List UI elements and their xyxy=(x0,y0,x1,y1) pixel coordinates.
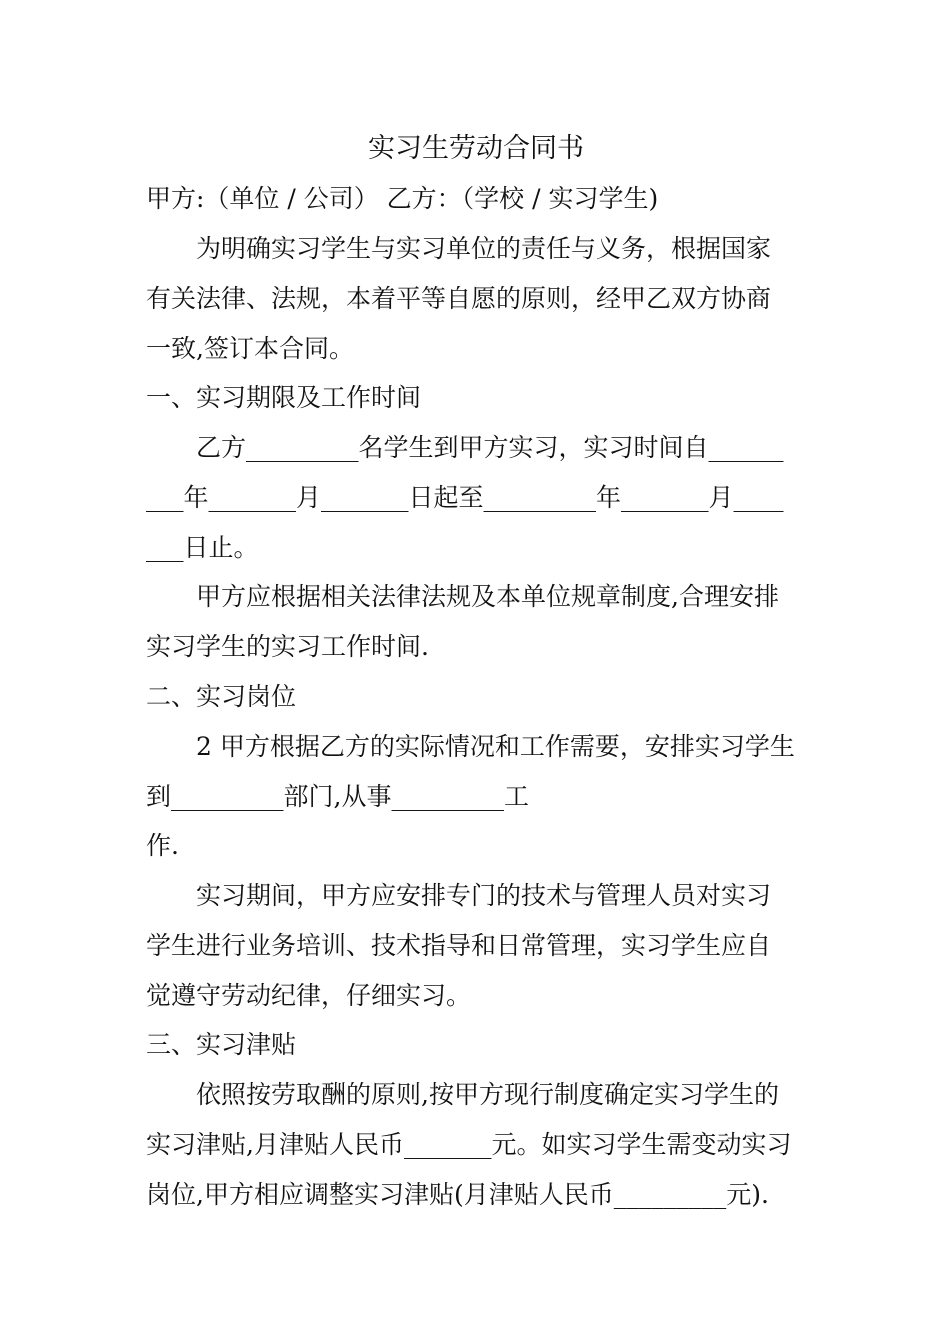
section-text-line: 甲方应根据相关法律法规及本单位规章制度,合理安排 xyxy=(196,582,779,611)
section-text-line: 觉遵守劳动纪律，仔细实习。 xyxy=(146,981,472,1010)
section-text-line: 学生进行业务培训、技术指导和日常管理，实习学生应自 xyxy=(146,931,772,960)
document-title: 实习生劳动合同书 xyxy=(368,133,584,164)
section-text-line: 岗位,甲方相应调整实习津贴(月津贴人民币_________元). xyxy=(146,1180,769,1209)
section-text-line: 依照按劳取酬的原则,按甲方现行制度确定实习学生的 xyxy=(196,1080,779,1109)
section-text-line: ___日止。 xyxy=(146,533,259,562)
intro-line: 一致,签订本合同。 xyxy=(146,334,354,363)
section-text-line: 实习津贴,月津贴人民币_______元。如实习学生需变动实习 xyxy=(146,1130,792,1159)
section-heading: 一、实习期限及工作时间 xyxy=(146,383,422,412)
section-text-line: 到_________部门,从事_________工 xyxy=(146,782,529,811)
intro-line: 有关法律、法规，本着平等自愿的原则，经甲乙双方协商 xyxy=(146,284,772,313)
section-text-line: 2 甲方根据乙方的实际情况和工作需要，安排实习学生 xyxy=(196,732,795,761)
section-text-line: ___年_______月_______日起至_________年_______月____ xyxy=(146,483,784,512)
parties-line: 甲方:（单位 / 公司） 乙方：（学校 / 实习学生) xyxy=(146,184,659,213)
section-text-line: 实习期间，甲方应安排专门的技术与管理人员对实习 xyxy=(196,881,772,910)
intro-line: 为明确实习学生与实习单位的责任与义务，根据国家 xyxy=(196,234,772,263)
section-text-line: 作. xyxy=(146,831,179,860)
section-heading: 二、实习岗位 xyxy=(146,682,297,711)
section-heading: 三、实习津贴 xyxy=(146,1030,297,1059)
section-text-line: 乙方_________名学生到甲方实习，实习时间自______ xyxy=(196,433,784,462)
section-text-line: 实习学生的实习工作时间. xyxy=(146,632,429,661)
